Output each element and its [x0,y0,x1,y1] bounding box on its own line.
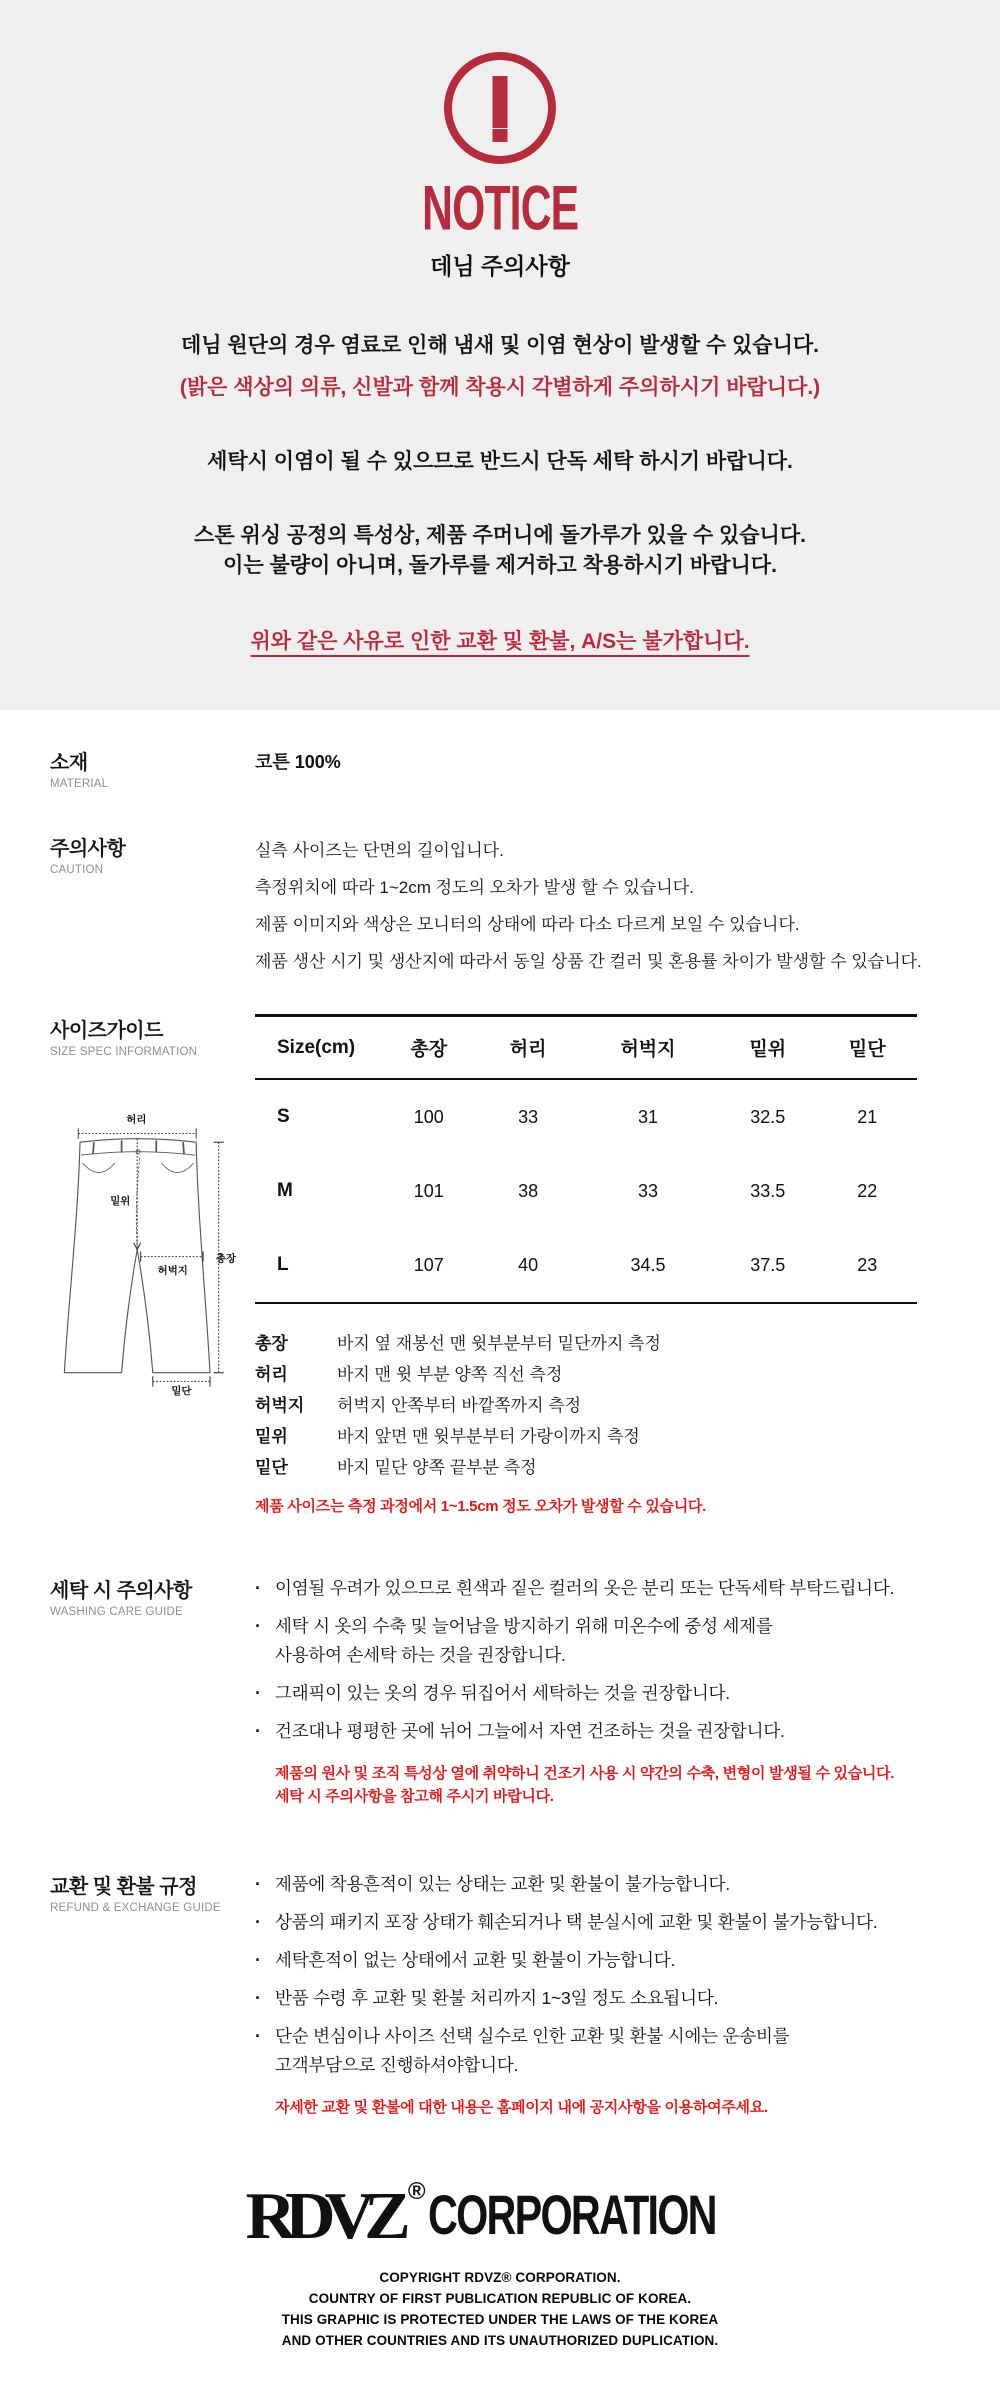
caution-line: 측정위치에 따라 1~2cm 정도의 오차가 발생 할 수 있습니다. [255,878,694,897]
bullet-icon: · [255,1874,261,1894]
size-table-row-m [255,1154,917,1228]
value-cell: 21 [857,1106,878,1127]
refund-bullet: 제품에 착용흔적이 있는 상태는 교환 및 환불이 불가능합니다. [275,1874,730,1894]
size-tolerance-note: 제품 사이즈는 측정 과정에서 1~1.5cm 정도 오차가 발생할 수 있습니다. [255,1498,706,1515]
exclamation-dot [493,129,508,142]
copyright-line: COPYRIGHT RDVZ® CORPORATION. [379,2270,621,2285]
refund-bullet: 세탁흔적이 없는 상태에서 교환 및 환불이 가능합니다. [275,1950,676,1970]
value-cell: 23 [857,1254,878,1275]
material-section [0,746,1000,790]
refund-bullet: 상품의 패키지 포장 상태가 훼손되거나 택 분실시에 교환 및 환불이 불가능합니다. [275,1912,878,1932]
brand-footer [0,2177,1000,2381]
washing-bullet-continued: 사용하여 손세탁 하는 것을 권장합니다. [275,1645,566,1665]
caution-line: 제품 생산 시기 및 생산지에 따라서 동일 상품 간 컬러 및 혼용률 차이가 발생할 수 있습니다. [255,952,922,971]
rdvz-corporation-logo [0,2177,1000,2257]
washing-care-label-en: WASHING CARE GUIDE [50,1606,183,1618]
material-label-en: MATERIAL [50,778,109,790]
size-table-row-s [255,1079,917,1154]
notice-paragraph-3-line2: 이는 불량이 아니며, 돌가루를 제거하고 착용하시기 바랍니다. [223,554,777,577]
list-item [255,1908,950,1937]
refund-exchange-section [0,1870,1000,2119]
list-item [255,1574,950,1603]
value-cell: 33 [518,1106,539,1127]
value-cell: 38 [518,1180,539,1201]
refund-info-note-line: 자세한 교환 및 환불에 대한 내용은 홈페이지 내에 공지사항을 이용하여주세요. [275,2099,768,2116]
logo-wordmark: RDVZ [245,2179,400,2254]
copyright-line: AND OTHER COUNTRIES AND ITS UNAUTHORIZED DUPLICATION. [281,2333,719,2348]
bullet-icon: · [255,1950,261,1970]
bullet-icon: · [255,1578,261,1598]
notice-paragraph-3-line1: 스톤 위싱 공정의 특성상, 제품 주머니에 돌가루가 있을 수 있습니다. [194,524,806,547]
definition-desc: 바지 옆 재봉선 맨 윗부분부터 밑단까지 측정 [337,1334,661,1353]
notice-no-refund-statement: 위와 같은 사유로 인한 교환 및 환불, A/S는 불가합니다. [250,630,750,653]
caution-label-en: CAUTION [50,864,104,876]
washing-warning-note [255,1762,950,1808]
exclamation-bar [493,76,508,128]
caution-label-ko: 주의사항 [50,838,126,860]
value-cell: 37.5 [750,1254,786,1275]
washing-bullet: 이염될 우려가 있으므로 흰색과 짙은 컬러의 옷은 분리 또는 단독세탁 부탁드립니다. [275,1578,895,1598]
measurement-definitions [255,1328,950,1483]
value-cell: 34.5 [630,1254,666,1275]
value-cell: 101 [413,1180,444,1201]
size-guide-label-en: SIZE SPEC INFORMATION [50,1046,198,1058]
material-label-ko: 소재 [50,752,88,774]
copyright-line: COUNTRY OF FIRST PUBLICATION REPUBLIC OF KOREA. [308,2291,692,2306]
washing-bullet: 건조대나 평평한 곳에 뉘어 그늘에서 자연 건조하는 것을 권장합니다. [275,1721,785,1741]
list-item [255,1870,950,1899]
washing-care-label-ko: 세탁 시 주의사항 [50,1580,192,1602]
list-item [255,1984,950,2013]
definition-row [255,1359,950,1390]
refund-exchange-content [255,1870,950,2119]
definition-desc: 바지 맨 윗 부분 양쪽 직선 측정 [337,1365,563,1384]
size-spec-table [255,1014,917,1304]
size-table-header: 밑단 [848,1039,886,1060]
notice-paragraph-1-warning: (밝은 색상의 의류, 신발과 함께 착용시 각별하게 주의하시기 바랍니다.) [179,376,821,399]
washing-care-label [50,1574,255,1808]
copyright-block [0,2267,1000,2351]
value-cell: 100 [413,1106,444,1127]
size-guide-left-column [50,1014,255,1516]
value-cell: 22 [857,1180,878,1201]
size-table-header: 밑위 [749,1039,787,1060]
size-guide-content [255,1014,950,1516]
size-table-header: Size(cm) [277,1036,356,1058]
diagram-thigh-label: 허벅지 [157,1265,188,1277]
definition-desc: 바지 밑단 양쪽 끝부분 측정 [337,1458,537,1477]
bullet-icon: · [255,1988,261,2008]
list-item [255,1946,950,1975]
refund-bullet-continued: 고객부담으로 진행하셔야합니다. [275,2055,519,2075]
list-item [255,1717,950,1746]
pants-measurement-diagram [54,1106,255,1402]
notice-hero [0,0,1000,710]
material-label [50,746,255,790]
bullet-icon: · [255,1683,261,1703]
size-guide-label-ko: 사이즈가이드 [50,1020,163,1042]
caution-label [50,832,255,980]
definition-desc: 허벅지 안쪽부터 바깥쪽까지 측정 [337,1396,582,1415]
definition-row [255,1452,950,1483]
value-cell: 107 [413,1254,444,1275]
definition-term: 밑위 [255,1427,288,1446]
notice-subtitle: 데님 주의사항 [430,253,570,279]
value-cell: 32.5 [750,1106,786,1127]
definition-term: 밑단 [255,1458,288,1477]
caution-lines [255,832,950,980]
bullet-icon: · [255,1616,261,1636]
definition-row [255,1390,950,1421]
refund-bullet: 단순 변심이나 사이즈 선택 실수로 인한 교환 및 환불 시에는 운송비를 [275,2026,790,2046]
size-table-row-l [255,1228,917,1303]
definition-desc: 바지 앞면 맨 윗부분부터 가랑이까지 측정 [337,1427,640,1446]
washing-bullet: 세탁 시 옷의 수축 및 늘어남을 방지하기 위해 미온수에 중성 세제를 [275,1616,773,1636]
notice-paragraph-1: 데님 원단의 경우 염료로 인해 냄새 및 이염 현상이 발생할 수 있습니다. [180,334,820,357]
size-table-header: 허리 [509,1039,547,1060]
size-cell: L [277,1254,289,1275]
size-guide-label [50,1014,255,1058]
size-table-header: 허벅지 [620,1039,676,1060]
logo-corporation-text: CORPORATION [427,2183,716,2246]
size-table-header: 총장 [410,1039,448,1060]
definition-term: 허벅지 [255,1396,305,1415]
size-cell: S [277,1106,290,1127]
bullet-icon: · [255,2026,261,2046]
size-guide-section [0,1014,1000,1516]
notice-paragraph-2: 세탁시 이염이 될 수 있으므로 반드시 단독 세탁 하시기 바랍니다. [207,450,793,473]
washing-bullet: 그래픽이 있는 옷의 경우 뒤집어서 세탁하는 것을 권장합니다. [275,1683,730,1703]
caution-line: 실측 사이즈는 단면의 길이입니다. [255,841,504,860]
value-cell: 31 [637,1106,658,1127]
size-cell: M [277,1180,293,1201]
diagram-rise-label: 밑위 [110,1196,131,1208]
bullet-icon: · [255,1721,261,1741]
caution-line: 제품 이미지와 색상은 모니터의 상태에 따라 다소 다르게 보일 수 있습니다. [255,915,800,934]
washing-care-section [0,1574,1000,1808]
definition-term: 총장 [255,1334,288,1353]
list-item [255,1612,950,1670]
value-cell: 33 [637,1180,658,1201]
bullet-icon: · [255,1912,261,1932]
definition-row [255,1421,950,1452]
refund-exchange-label [50,1870,255,2119]
list-item [255,2022,950,2080]
list-item [255,1679,950,1708]
refund-bullet: 반품 수령 후 교환 및 환불 처리까지 1~3일 정도 소요됩니다. [275,1988,719,2008]
value-cell: 40 [518,1254,539,1275]
definition-row [255,1328,950,1359]
diagram-waist-label: 허리 [126,1115,147,1127]
material-value: 코튼 100% [255,752,341,772]
diagram-length-label: 총장 [215,1253,236,1265]
definition-term: 허리 [255,1365,288,1384]
value-cell: 33.5 [750,1180,786,1201]
washing-care-content [255,1574,950,1808]
refund-exchange-label-en: REFUND & EXCHANGE GUIDE [50,1902,221,1914]
registered-trademark-icon: ® [407,2178,426,2205]
refund-exchange-label-ko: 교환 및 환불 규정 [50,1876,197,1898]
notice-title: NOTICE [421,173,579,245]
caution-section [0,832,1000,980]
washing-warning-line2: 세탁 시 주의사항을 참고해 주시기 바랍니다. [275,1788,554,1805]
exclamation-circle-icon [444,52,556,164]
diagram-hem-label: 밑단 [171,1386,192,1398]
copyright-line: THIS GRAPHIC IS PROTECTED UNDER THE LAWS OF THE KOREA [281,2312,719,2327]
size-table-header-row [255,1016,917,1080]
washing-warning-line1: 제품의 원사 및 조직 특성상 열에 취약하니 건조기 사용 시 약간의 수축, 변형이 발생될 수 있습니다. [275,1765,895,1782]
refund-info-note [255,2096,950,2119]
